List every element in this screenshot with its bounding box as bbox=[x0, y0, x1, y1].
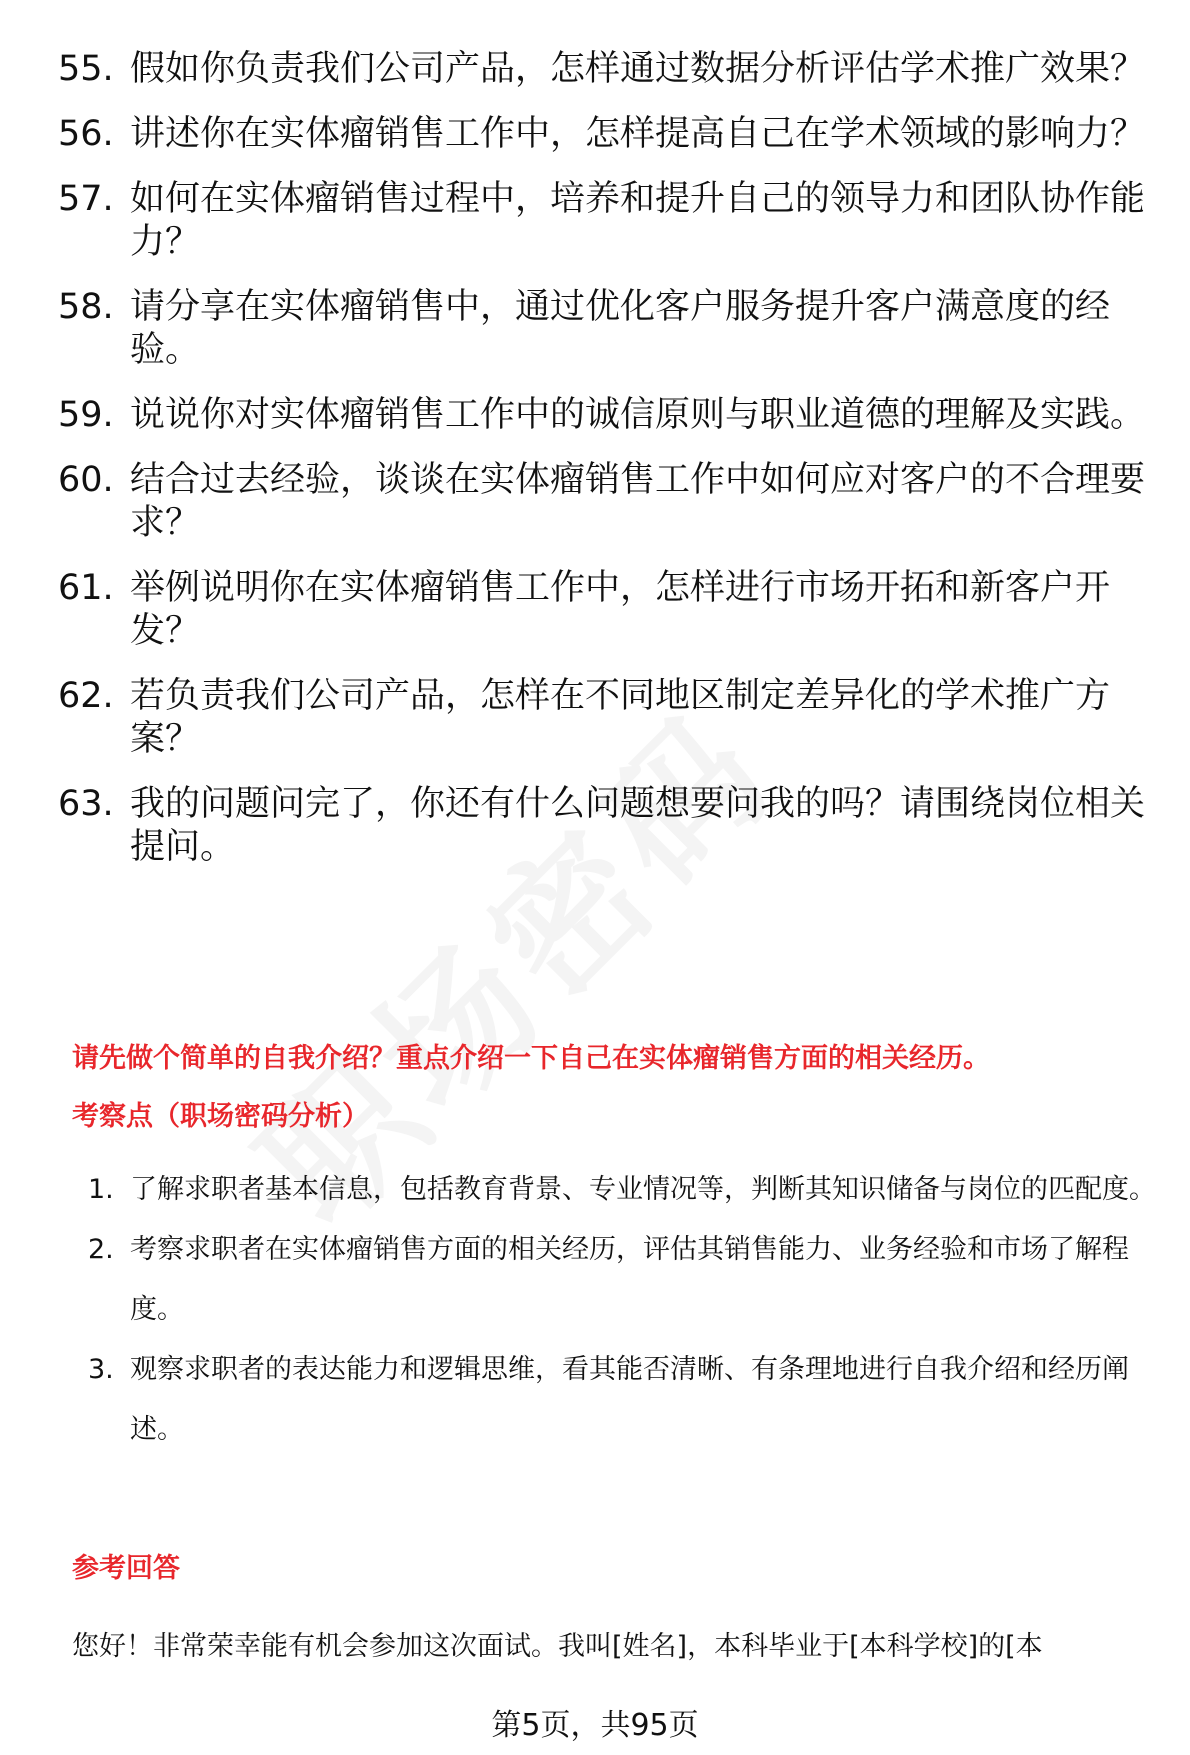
point-number: 1. bbox=[88, 1174, 114, 1205]
question-item bbox=[58, 394, 1158, 437]
analysis-point bbox=[88, 1220, 1158, 1340]
featured-question: 请先做个简单的自我介绍？重点介绍一下自己在实体瘤销售方面的相关经历。 bbox=[72, 1043, 990, 1074]
question-list bbox=[58, 48, 1158, 891]
question-text: 如何在实体瘤销售过程中，培养和提升自己的领导力和团队协作能力？ bbox=[130, 179, 1146, 262]
point-number: 3. bbox=[88, 1354, 114, 1385]
question-number: 61. bbox=[58, 568, 114, 608]
question-item bbox=[58, 178, 1158, 264]
question-text: 讲述你在实体瘤销售工作中，怎样提高自己在学术领域的影响力？ bbox=[130, 114, 1146, 154]
point-number: 2. bbox=[88, 1234, 114, 1265]
question-number: 55. bbox=[58, 49, 114, 89]
question-item bbox=[58, 567, 1158, 653]
question-item bbox=[58, 113, 1158, 156]
question-number: 59. bbox=[58, 395, 114, 435]
question-number: 57. bbox=[58, 179, 114, 219]
question-item bbox=[58, 48, 1158, 91]
analysis-points bbox=[88, 1160, 1158, 1460]
point-text: 考察求职者在实体瘤销售方面的相关经历，评估其销售能力、业务经验和市场了解程度。 bbox=[130, 1234, 1129, 1325]
question-text: 说说你对实体瘤销售工作中的诚信原则与职业道德的理解及实践。 bbox=[130, 395, 1146, 435]
question-number: 60. bbox=[58, 460, 114, 500]
question-text: 假如你负责我们公司产品，怎样通过数据分析评估学术推广效果？ bbox=[130, 49, 1146, 89]
page-footer: 第5页，共95页 bbox=[491, 1708, 699, 1743]
answer-text: 您好！非常荣幸能有机会参加这次面试。我叫[姓名]，本科毕业于[本科学校]的[本 bbox=[72, 1631, 1043, 1662]
question-text: 请分享在实体瘤销售中，通过优化客户服务提升客户满意度的经验。 bbox=[130, 287, 1111, 370]
question-number: 62. bbox=[58, 676, 114, 716]
question-text: 我的问题问完了，你还有什么问题想要问我的吗？请围绕岗位相关提问。 bbox=[130, 784, 1146, 867]
analysis-point bbox=[88, 1160, 1158, 1220]
analysis-heading: 考察点（职场密码分析） bbox=[72, 1101, 369, 1132]
analysis-point bbox=[88, 1340, 1158, 1460]
question-text: 若负责我们公司产品，怎样在不同地区制定差异化的学术推广方案？ bbox=[130, 676, 1111, 759]
answer-heading: 参考回答 bbox=[72, 1553, 180, 1584]
question-number: 58. bbox=[58, 287, 114, 327]
point-text: 观察求职者的表达能力和逻辑思维，看其能否清晰、有条理地进行自我介绍和经历阐述。 bbox=[130, 1354, 1129, 1445]
question-item bbox=[58, 286, 1158, 372]
question-item bbox=[58, 675, 1158, 761]
question-item bbox=[58, 783, 1158, 869]
point-text: 了解求职者基本信息，包括教育背景、专业情况等，判断其知识储备与岗位的匹配度。 bbox=[130, 1174, 1156, 1205]
question-text: 结合过去经验，谈谈在实体瘤销售工作中如何应对客户的不合理要求？ bbox=[130, 460, 1146, 543]
question-number: 63. bbox=[58, 784, 114, 824]
question-text: 举例说明你在实体瘤销售工作中，怎样进行市场开拓和新客户开发？ bbox=[130, 568, 1111, 651]
question-number: 56. bbox=[58, 114, 114, 154]
question-item bbox=[58, 459, 1158, 545]
